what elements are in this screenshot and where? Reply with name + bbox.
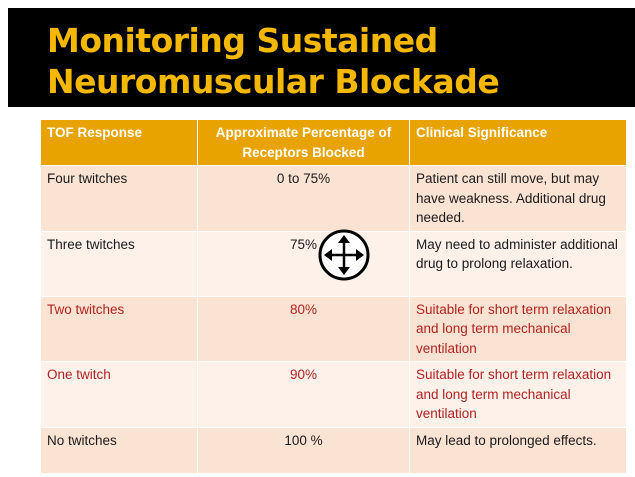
cell-significance: Suitable for short term relaxation and long term mechanical ventilation — [410, 362, 627, 428]
table-row — [41, 296, 627, 362]
cell-response: One twitch — [41, 362, 198, 428]
title-line-2: Neuromuscular Blockade — [47, 62, 500, 101]
slide-title — [47, 20, 607, 102]
table-row — [41, 362, 627, 428]
cell-percent: 100 % — [198, 427, 410, 473]
cell-response: Three twitches — [41, 231, 198, 296]
cell-significance: Patient can still move, but may have weakness. Additional drug needed. — [410, 166, 627, 232]
cell-significance: May need to administer additional drug to prolong relaxation. — [410, 231, 627, 296]
header-percentage: Approximate Percentage of Receptors Blocked — [198, 120, 410, 166]
cell-percent: 75% — [198, 231, 410, 296]
cell-percent: 90% — [198, 362, 410, 428]
tof-table — [40, 119, 627, 474]
header-clinical-significance: Clinical Significance — [410, 120, 627, 166]
cell-significance: Suitable for short term relaxation and long term mechanical ventilation — [410, 296, 627, 362]
cell-response: Two twitches — [41, 296, 198, 362]
cell-percent: 80% — [198, 296, 410, 362]
cell-significance: May lead to prolonged effects. — [410, 427, 627, 473]
cell-percent: 0 to 75% — [198, 166, 410, 232]
move-icon[interactable] — [318, 229, 370, 281]
table-row — [41, 166, 627, 232]
cell-response: Four twitches — [41, 166, 198, 232]
title-line-1: Monitoring Sustained — [47, 21, 438, 60]
cell-response: No twitches — [41, 427, 198, 473]
table-row — [41, 427, 627, 473]
header-tof-response: TOF Response — [41, 120, 198, 166]
